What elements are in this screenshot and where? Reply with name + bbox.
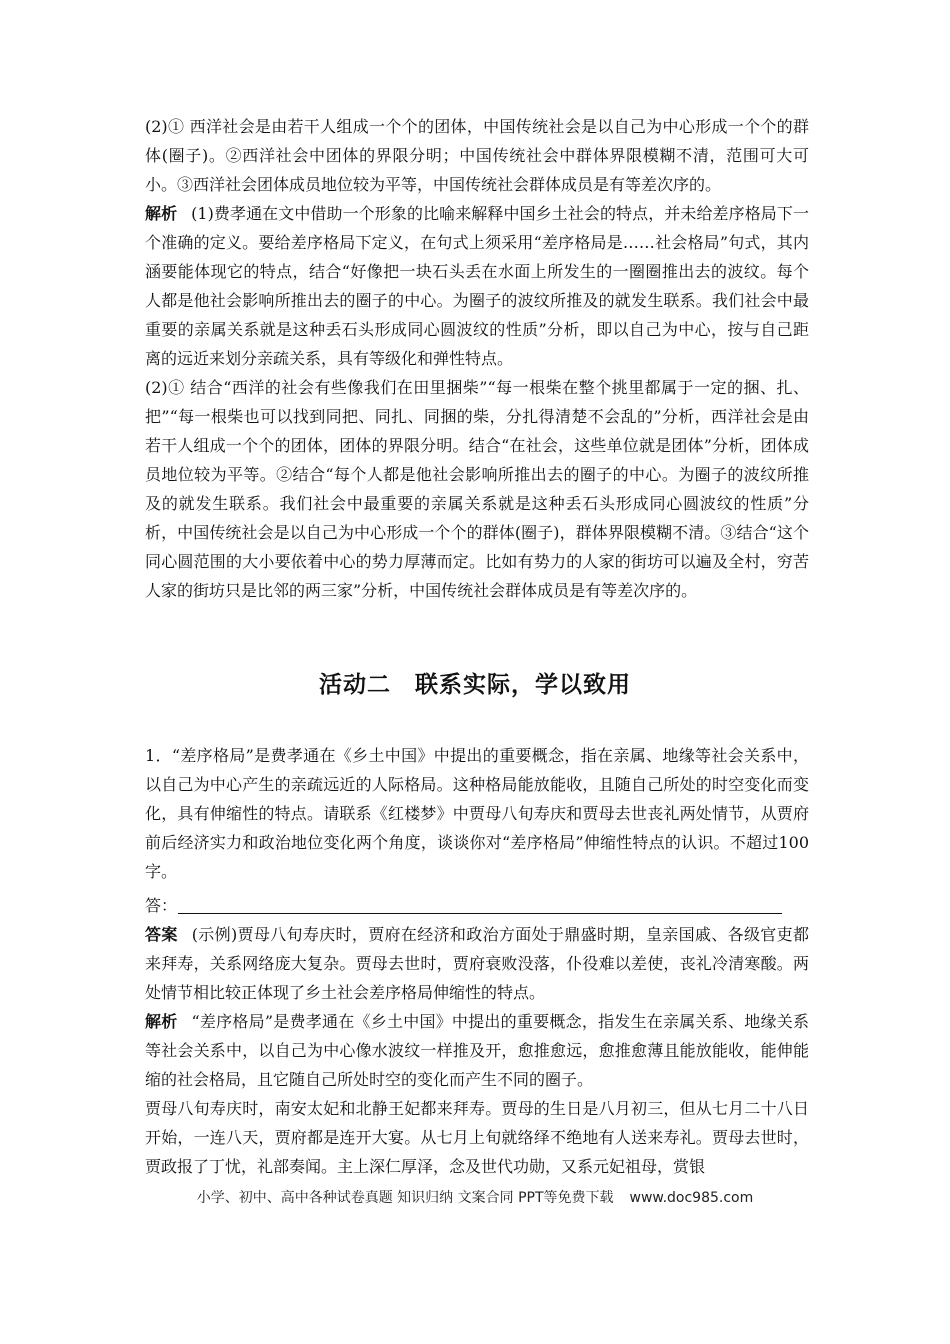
analysis-text: “差序格局”是费孝通在《乡土中国》中提出的重要概念，指发生在亲属关系、地缘关系等社会关系中，以自己为中心像水波纹一样推及开，愈推愈远，愈推愈薄且能放能收，能伸能缩的社会格局，且它随自己所处时空的变化而产生不同的圈子。 bbox=[145, 1012, 809, 1089]
answer-blank-line bbox=[178, 913, 782, 914]
footer-text: 小学、初中、高中各种试卷真题 知识归纳 文案合同 PPT等免费下载 bbox=[196, 1190, 614, 1206]
answer-block-part2: (2)① 西洋社会是由若干人组成一个个的团体，中国传统社会是以自己为中心形成一个个的群体(圈子)。②西洋社会中团体的界限分明；中国传统社会中群体界限模糊不清，范围可大可小。③西洋社会团体成员地位较为平等，中国传统社会群体成员是有等差次序的。 bbox=[145, 117, 809, 194]
analysis-label: 解析 bbox=[145, 1012, 178, 1031]
footer-site: www.doc985.com bbox=[629, 1190, 754, 1206]
analysis-text: (1)费孝通在文中借助一个形象的比喻来解释中国乡土社会的特点，并未给差序格局下一个准确的定义。要给差序格局下定义，在句式上须采用“差序格局是……社会格局”句式，其内涵要能体现它的特点，结合“好像把一块石头丢在水面上所发生的一圈圈推出去的波纹。每个人都是他社会影响所推出去的圈子的中心。为圈子的波纹所推及的就发生联系。我们社会中最重要的亲属关系就是这种丢石头形成同心圆波纹的性质”分析，即以自己为中心，按与自己距离的远近来划分亲疏关系，具有等级化和弹性特点。 bbox=[145, 204, 809, 368]
analysis-paragraph-1 bbox=[145, 199, 809, 373]
answer-text: (示例)贾母八旬寿庆时，贾府在经济和政治方面处于鼎盛时期，皇亲国戚、各级官吏都来拜寿，关系网络庞大复杂。贾母去世时，贾府衰败没落，仆役难以差使，丧礼冷清寒酸。两处情节相比较正体现了乡土社会差序格局伸缩性的特点。 bbox=[145, 925, 809, 1002]
answer-prompt: 答： bbox=[145, 896, 178, 915]
answer-label: 答案 bbox=[145, 925, 178, 944]
analysis-label: 解析 bbox=[145, 204, 178, 223]
analysis-paragraph-3 bbox=[145, 1007, 809, 1094]
analysis-paragraph-2: (2)① 结合“西洋的社会有些像我们在田里捆柴”“每一根柴在整个挑里都属于一定的捆、扎、把”“每一根柴也可以找到同把、同扎、同捆的柴，分扎得清楚不会乱的”分析，西洋社会是由若干人组成一个个的团体，团体的界限分明。结合“在社会，这些单位就是团体”分析，团体成员地位较为平等。②结合“每个人都是他社会影响所推出去的圈子的中心。为圈子的波纹所推及的就发生联系。我们社会中最重要的亲属关系就是这种丢石头形成同心圆波纹的性质”分析，中国传统社会是以自己为中心形成一个个的群体(圈子)，群体界限模糊不清。③结合“这个同心圆范围的大小要依着中心的势力厚薄而定。比如有势力的人家的街坊可以遍及全村，穷苦人家的街坊只是比邻的两三家”分析，中国传统社会群体成员是有等差次序的。 bbox=[145, 378, 809, 600]
answer-paragraph bbox=[145, 920, 809, 1007]
page-footer bbox=[0, 1187, 950, 1207]
question-1: 1．“差序格局”是费孝通在《乡土中国》中提出的重要概念，指在亲属、地缘等社会关系中，以自己为中心产生的亲疏远近的人际格局。这种格局能放能收，且随自己所处的时空变化而变化，具有伸缩性的特点。请联系《红楼梦》中贾母八旬寿庆和贾母去世丧礼两处情节，从贾府前后经济实力和政治地位变化两个角度，谈谈你对“差序格局”伸缩性特点的认识。不超过100字。 bbox=[145, 746, 809, 881]
section-heading: 活动二 联系实际，学以致用 bbox=[319, 672, 631, 698]
analysis-paragraph-4: 贾母八旬寿庆时，南安太妃和北静王妃都来拜寿。贾母的生日是八月初三，但从七月二十八日开始，一连八天，贾府都是连开大宴。从七月上旬就络绎不绝地有人送来寿礼。贾母去世时，贾政报了丁忧，礼部奏闻。主上深仁厚泽，念及世代功勋，又系元妃祖母，赏银 bbox=[145, 1099, 809, 1176]
answer-line bbox=[145, 891, 809, 920]
